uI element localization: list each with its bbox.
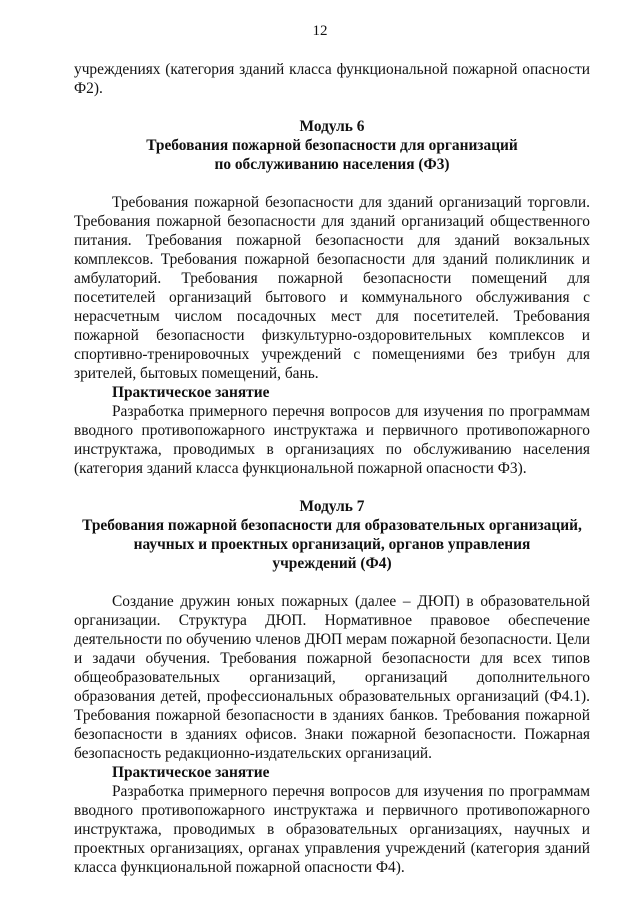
module6-title-line2: по обслуживанию населения (Ф3) xyxy=(214,156,450,173)
module7-heading: Модуль 7 xyxy=(299,498,365,515)
module6-heading: Модуль 6 xyxy=(299,118,365,135)
page-content xyxy=(74,60,590,877)
module6-practice-heading: Практическое занятие xyxy=(112,384,270,401)
module7-title-line1: Требования пожарной безопасности для образовательных организаций, xyxy=(82,517,582,534)
module6-title-line1: Требования пожарной безопасности для организаций xyxy=(146,137,518,154)
page-number: 12 xyxy=(312,23,328,39)
module6-body: Требования пожарной безопасности для зданий организаций торговли. Требования пожарной безопасности для зданий организаций общественного питания. Требования пожарной безопасности для зданий вокзальных комплексов. Требования пожарной безопасности для зданий поликлиник и амбулаторий. Требования пожарной безопасности помещений для посетителей организаций бытового и коммунального обслуживания с нерасчетным числом посадочных мест для посетителей. Требования пожарной безопасности физкультурно-оздоровительных комплексов и спортивно-тренировочных учреждений с помещениями без трибун для зрителей, бытовых помещений, бань. xyxy=(74,194,590,382)
module7-title-line2: научных и проектных организаций, органов управления xyxy=(133,536,531,553)
module7-practice-body: Разработка примерного перечня вопросов для изучения по программам вводного противопожарного инструктажа и первичного противопожарного инструктажа, проводимых в образовательных организациях, научных и проектных организациях, органах управления учреждений (категория зданий класса функциональной пожарной опасности Ф4). xyxy=(74,783,590,876)
module7-title-line3: учреждений (Ф4) xyxy=(272,555,392,572)
module7-practice-heading: Практическое занятие xyxy=(112,764,270,781)
module6-practice-body: Разработка примерного перечня вопросов для изучения по программам вводного противопожарного инструктажа и первичного противопожарного инструктажа, проводимых в организациях по обслуживанию населения (категория зданий класса функциональной пожарной опасности Ф3). xyxy=(74,403,590,477)
intro-paragraph: учреждениях (категория зданий класса функциональной пожарной опасности Ф2). xyxy=(74,61,590,97)
module7-body: Создание дружин юных пожарных (далее – ДЮП) в образовательной организации. Структура ДЮП. Нормативное правовое обеспечение деятельности по обучению членов ДЮП мерам пожарной безопасности. Цели и задачи обучения. Требования пожарной безопасности для всех типов общеобразовательных организаций, организаций дополнительного образования детей, профессиональных образовательных организаций (Ф4.1). Требования пожарной безопасности в зданиях банков. Требования пожарной безопасности в зданиях офисов. Знаки пожарной безопасности. Пожарная безопасность редакционно-издательских организаций. xyxy=(74,593,590,762)
